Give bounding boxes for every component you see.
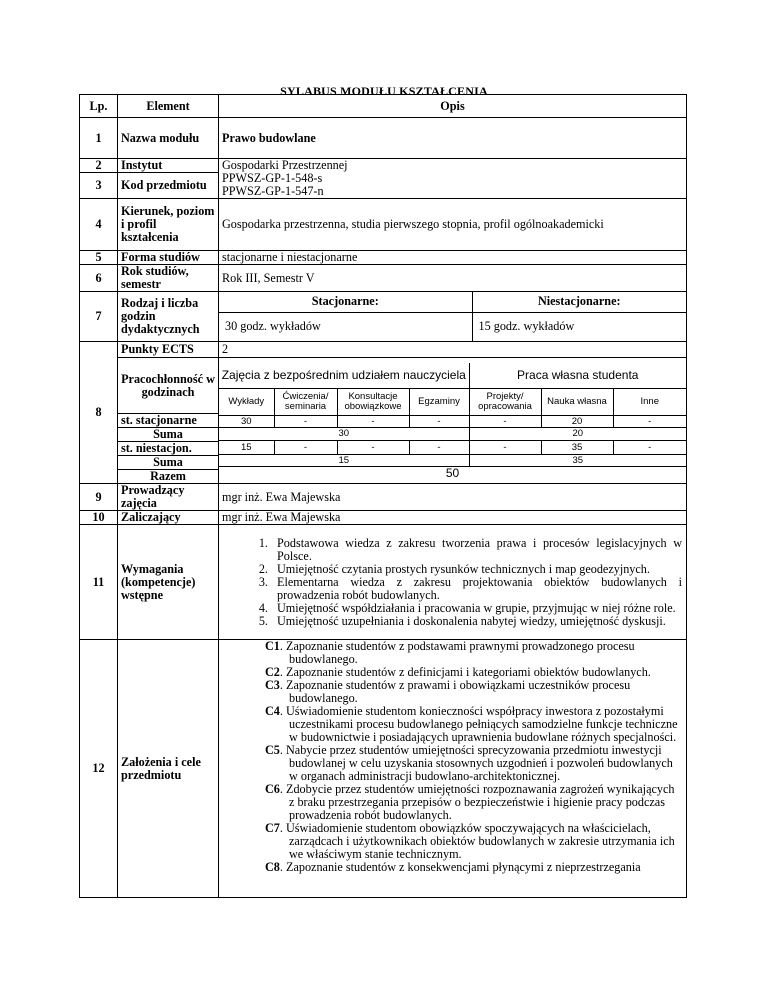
razem-label: Razem xyxy=(118,470,219,484)
row-number: 5 xyxy=(80,251,118,265)
niestac-exercises: - xyxy=(274,441,337,455)
institute-and-code-value xyxy=(219,159,687,199)
row-examiner xyxy=(80,511,687,525)
list-item: C7. Uświadomienie studentom obowiązków spoczywających na właścicielach, zarządcach i użytkownikach obiektów budowlanych w zakresie utrzymania ich we właściwym stanie technicznym. xyxy=(265,821,675,861)
element-label: Kierunek, poziom i profil kształcenia xyxy=(118,199,219,251)
list-item: 2. Umiejętność czytania prostych rysunków technicznych i map geodezyjnych. xyxy=(271,563,682,576)
row-teaching-hours xyxy=(80,292,687,342)
prerequisites-list xyxy=(219,537,686,628)
course-code-stac: PPWSZ-GP-1-548-s xyxy=(222,171,323,185)
row-number: 9 xyxy=(80,484,118,511)
row-year-semester xyxy=(80,265,687,292)
row-number: 6 xyxy=(80,265,118,292)
col-header-consultations: Konsultacje obowiązkowe xyxy=(337,389,409,416)
element-label: Prowadzący zajęcia xyxy=(118,484,219,511)
list-item: C6. Zdobycie przez studentów umiejętności rozpoznawania zagrożeń wynikających z braku przestrzegania przepisów o bezpieczeństwie i higienie pracy podczas prowadzenia robót budowlanych. xyxy=(265,782,675,822)
list-item: 3. Elementarna wiedza z zakresu projektowania obiektów budowlanych i prowadzenia robót budowlanych. xyxy=(271,576,682,602)
row-module-name xyxy=(80,118,687,159)
document-title: SYLABUS MODUŁU KSZTAŁCENIA xyxy=(280,84,488,98)
year-semester-value: Rok III, Semestr V xyxy=(219,265,687,292)
stac-sum-contact: 30 xyxy=(219,428,469,441)
suma-label: Suma xyxy=(118,456,219,470)
niestac-sum-self: 35 xyxy=(469,455,686,467)
col-header-self-learning: Nauka własna xyxy=(541,389,613,416)
row-number: 3 xyxy=(80,173,118,199)
syllabus-table xyxy=(79,94,687,898)
element-label: Rok studiów, semestr xyxy=(118,265,219,292)
header-opis: Opis xyxy=(219,95,687,118)
row-number: 1 xyxy=(80,118,118,159)
niestac-exams: - xyxy=(409,441,469,455)
study-form-value: stacjonarne i niestacjonarne xyxy=(219,251,687,265)
row-objectives xyxy=(80,640,687,898)
list-item: 4. Umiejętność współdziałania i pracowania w grupie, przyjmując w niej różne role. xyxy=(271,602,682,615)
stac-sum-row xyxy=(219,428,686,441)
row-number: 4 xyxy=(80,199,118,251)
list-item: 1. Podstawowa wiedza z zakresu tworzenia prawa i procesów legislacyjnych w Polsce. xyxy=(271,537,682,563)
stac-projects: - xyxy=(469,416,541,428)
row-study-form xyxy=(80,251,687,265)
niestac-values-row xyxy=(219,441,686,455)
niestac-self-learning: 35 xyxy=(541,441,613,455)
lecturer-value: mgr inż. Ewa Majewska xyxy=(219,484,687,511)
niestac-consultations: - xyxy=(337,441,409,455)
row-number: 7 xyxy=(80,292,118,342)
institute-value: Gospodarki Przestrzennej xyxy=(222,158,348,172)
stac-header: Stacjonarne: xyxy=(219,292,472,312)
element-label: Rodzaj i liczba godzin dydaktycznych xyxy=(118,292,219,342)
stac-hours-value: 30 godz. wykładów xyxy=(219,312,472,341)
element-label: Instytut xyxy=(118,159,219,173)
total-hours-value: 50 xyxy=(219,467,686,479)
element-label: Punkty ECTS xyxy=(118,342,219,358)
stac-label: st. stacjonarne xyxy=(118,414,219,428)
stac-exercises: - xyxy=(274,416,337,428)
prerequisites-list-cell xyxy=(219,525,687,640)
row-workload-header xyxy=(80,358,687,414)
col-header-exercises: Ćwiczenia/ seminaria xyxy=(274,389,337,416)
col-header-exams: Egzaminy xyxy=(409,389,469,416)
row-number: 10 xyxy=(80,511,118,525)
element-label: Forma studiów xyxy=(118,251,219,265)
teaching-hours-cell xyxy=(219,292,687,342)
row-prerequisites xyxy=(80,525,687,640)
list-item: C2. Zapoznanie studentów z definicjami i kategoriami obiektów budowlanych. xyxy=(265,665,651,679)
stac-sum-self: 20 xyxy=(469,428,686,441)
list-item: 5. Umiejętność uzupełniania i doskonalenia nabytej wiedzy, umiejętność dyskusji. xyxy=(271,615,682,628)
stac-consultations: - xyxy=(337,416,409,428)
list-item: C3. Zapoznanie studentów z prawami i obowiązkami uczestników procesu budowlanego. xyxy=(265,678,631,705)
workload-cell xyxy=(219,358,687,484)
objectives-list xyxy=(219,640,686,874)
stac-exams: - xyxy=(409,416,469,428)
suma-label: Suma xyxy=(118,428,219,442)
row-number: 2 xyxy=(80,159,118,173)
element-label: Nazwa modułu xyxy=(118,118,219,159)
row-number: 11 xyxy=(80,525,118,640)
self-study-header: Praca własna studenta xyxy=(469,363,686,389)
element-label: Założenia i cele przedmiotu xyxy=(118,640,219,898)
row-ects xyxy=(80,342,687,358)
niestac-hours-value: 15 godz. wykładów xyxy=(472,312,686,341)
field-of-study-value: Gospodarka przestrzenna, studia pierwszego stopnia, profil ogólnoakademicki xyxy=(219,199,687,251)
contact-hours-header: Zajęcia z bezpośrednim udziałem nauczyciela xyxy=(219,363,469,389)
examiner-value: mgr inż. Ewa Majewska xyxy=(219,511,687,525)
niestac-header: Niestacjonarne: xyxy=(472,292,686,312)
niestac-projects: - xyxy=(469,441,541,455)
course-code-niestac: PPWSZ-GP-1-547-n xyxy=(222,184,324,198)
module-name-value: Prawo budowlane xyxy=(219,118,687,159)
col-header-projects: Projekty/ opracowania xyxy=(469,389,541,416)
niestac-label: st. niestacjon. xyxy=(118,442,219,456)
col-header-other: Inne xyxy=(613,389,686,416)
element-label: Kod przedmiotu xyxy=(118,173,219,199)
stac-values-row xyxy=(219,416,686,428)
list-item: C4. Uświadomienie studentom konieczności współpracy inwestora z pozostałymi uczestnikami procesu budowlanego pełniących samodzielne funkcje techniczne w budownictwie i posiadających uprawnienia budowlane różnych specjalności. xyxy=(265,704,678,744)
row-field-of-study xyxy=(80,199,687,251)
ects-value: 2 xyxy=(219,342,687,358)
row-number: 12 xyxy=(80,640,118,898)
niestac-sum-contact: 15 xyxy=(219,455,469,467)
row-institute xyxy=(80,159,687,173)
niestac-sum-row xyxy=(219,455,686,467)
niestac-lectures: 15 xyxy=(219,441,274,455)
objectives-cell xyxy=(219,640,687,898)
niestac-other: - xyxy=(613,441,686,455)
element-label: Wymagania (kompetencje) wstępne xyxy=(118,525,219,640)
list-item: C5. Nabycie przez studentów umiejętności sprecyzowania przedmiotu inwestycji budowlanej w celu uzyskania stosownych uzgodnień i pozwoleń budowlanych w organach administracji budowlano-architektonicznej. xyxy=(265,743,673,783)
stac-self-learning: 20 xyxy=(541,416,613,428)
stac-other: - xyxy=(613,416,686,428)
list-item: C8. Zapoznanie studentów z konsekwencjami płynącymi z nieprzestrzegania xyxy=(265,860,641,874)
stac-lectures: 30 xyxy=(219,416,274,428)
element-label: Zaliczający xyxy=(118,511,219,525)
table-header-row xyxy=(80,95,687,118)
row-lecturer xyxy=(80,484,687,511)
element-label: Pracochłonność w godzinach xyxy=(118,358,219,414)
row-number: 8 xyxy=(80,342,118,484)
col-header-lectures: Wykłady xyxy=(219,389,274,416)
header-lp: Lp. xyxy=(80,95,118,118)
total-row xyxy=(219,467,686,479)
header-element: Element xyxy=(118,95,219,118)
list-item: C1. Zapoznanie studentów z podstawami prawnymi prowadzonego procesu budowlanego. xyxy=(265,639,635,666)
